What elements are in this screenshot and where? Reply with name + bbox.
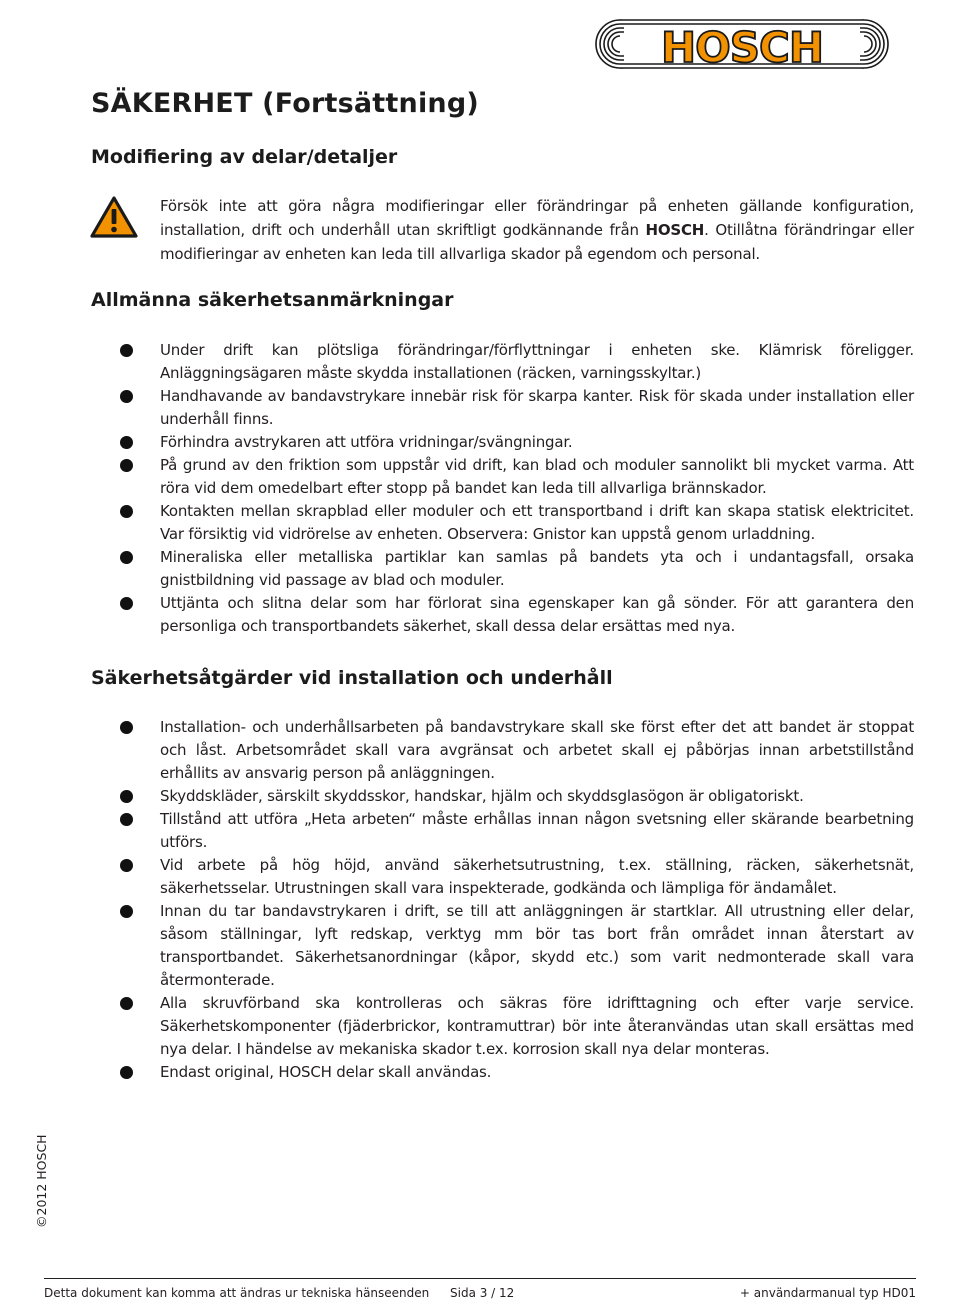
footer-divider (44, 1278, 916, 1279)
modification-paragraph (160, 194, 914, 266)
bullet-icon (120, 390, 133, 403)
list-item: Under drift kan plötsliga förändringar/förflyttningar i enheten ske. Klämrisk föreligger. Anläggningsägaren måste skydda installationen (räcken, varningsskyltar.) (120, 339, 914, 385)
bullet-icon (120, 436, 133, 449)
list-item: Uttjänta och slitna delar som har förlorat sina egenskaper kan gå sönder. För att garantera den personliga och transportbandets säkerhet, skall dessa delar ersättas med nya. (120, 592, 914, 638)
bullet-icon (120, 905, 133, 918)
bullet-icon (120, 813, 133, 826)
list-item: Tillstånd att utföra „Heta arbeten“ måste erhållas innan någon svetsning eller skärande bearbetning utförs. (120, 808, 914, 854)
hosch-logo (594, 18, 890, 70)
section-heading-installation: Säkerhetsåtgärder vid installation och underhåll (91, 667, 613, 689)
bullet-icon (120, 1066, 133, 1079)
bullet-icon (120, 859, 133, 872)
list-item: Handhavande av bandavstrykare innebär risk för skarpa kanter. Risk för skada under installation eller underhåll finns. (120, 385, 914, 431)
footer-manual-type: + användarmanual typ HD01 (739, 1286, 916, 1300)
section-heading-allmanna: Allmänna säkerhetsanmärkningar (91, 289, 454, 311)
modification-text-2: . Otillåtna förändringar eller modifieringar av enheten kan leda till allvarliga skador på egendom och personal. (160, 221, 914, 263)
bullet-icon (120, 344, 133, 357)
installation-safety-list (120, 716, 914, 1084)
list-item: På grund av den friktion som uppstår vid drift, kan blad och moduler sannolikt bli mycket varma. Att röra vid dem omedelbart efter stopp på bandet kan leda till allvarliga brännskador. (120, 454, 914, 500)
footer-page-number: Sida 3 / 12 (450, 1286, 515, 1300)
modification-text-1: Försök inte att göra några modifieringar eller förändringar på enheten gällande konfiguration, installation, drift och underhåll utan skriftligt godkännande från (160, 197, 914, 239)
list-item: Endast original, HOSCH delar skall användas. (120, 1061, 914, 1084)
list-item: Kontakten mellan skrapblad eller moduler och ett transportband i drift kan skapa statisk elektricitet. Var försiktig vid vidrörelse av enheten. Observera: Gnistor kan uppstå genom urladdning. (120, 500, 914, 546)
bullet-icon (120, 551, 133, 564)
list-item: Mineraliska eller metalliska partiklar kan samlas på bandets yta och i undantagsfall, orsaka gnistbildning vid passage av blad och moduler. (120, 546, 914, 592)
bullet-icon (120, 790, 133, 803)
list-item: Skyddskläder, särskilt skyddsskor, handskar, hjälm och skyddsglasögon är obligatoriskt. (120, 785, 914, 808)
bullet-icon (120, 721, 133, 734)
page-title: SÄKERHET (Fortsättning) (91, 88, 479, 119)
list-item: Vid arbete på hög höjd, använd säkerhetsutrustning, t.ex. ställning, räcken, säkerhetsnät, säkerhetsselar. Utrustningen skall vara inspekterade, godkända och lämpliga för ändamålet. (120, 854, 914, 900)
brand-name: HOSCH (645, 221, 705, 239)
list-item: Installation- och underhållsarbeten på bandavstrykare skall ske först efter det att bandet är stoppat och låst. Arbetsområdet skall vara avgränsat och arbetet skall ej påbörjas innan arbetstillstånd erhållits av ansvarig person på anläggningen. (120, 716, 914, 785)
bullet-icon (120, 505, 133, 518)
general-safety-list (120, 339, 914, 638)
bullet-icon (120, 997, 133, 1010)
footer-disclaimer: Detta dokument kan komma att ändras ur tekniska hänseenden (44, 1286, 430, 1300)
section-heading-modifiering: Modifiering av delar/detaljer (91, 146, 398, 168)
list-item: Alla skruvförband ska kontrolleras och säkras före idrifttagning och efter varje service. Säkerhetskomponenter (fjäderbrickor, kontramuttrar) bör inte återanvändas utan skall ersättas med nya delar. I händelse av mekaniska skador t.ex. korrosion skall nya delar monteras. (120, 992, 914, 1061)
logo-text: HOSCH (660, 23, 824, 70)
bullet-icon (120, 459, 133, 472)
list-item: Förhindra avstrykaren att utföra vridningar/svängningar. (120, 431, 914, 454)
bullet-icon (120, 597, 133, 610)
warning-triangle-icon (90, 196, 138, 238)
list-item: Innan du tar bandavstrykaren i drift, se till att anläggningen är startklar. All utrustning eller delar, såsom ställningar, lyft redskap, verktyg mm bör tas bort från området innan återstart av transportbandet. Säkerhetsanordningar (kåpor, skydd etc.) som varit nedmonterade skall vara återmonterade. (120, 900, 914, 992)
